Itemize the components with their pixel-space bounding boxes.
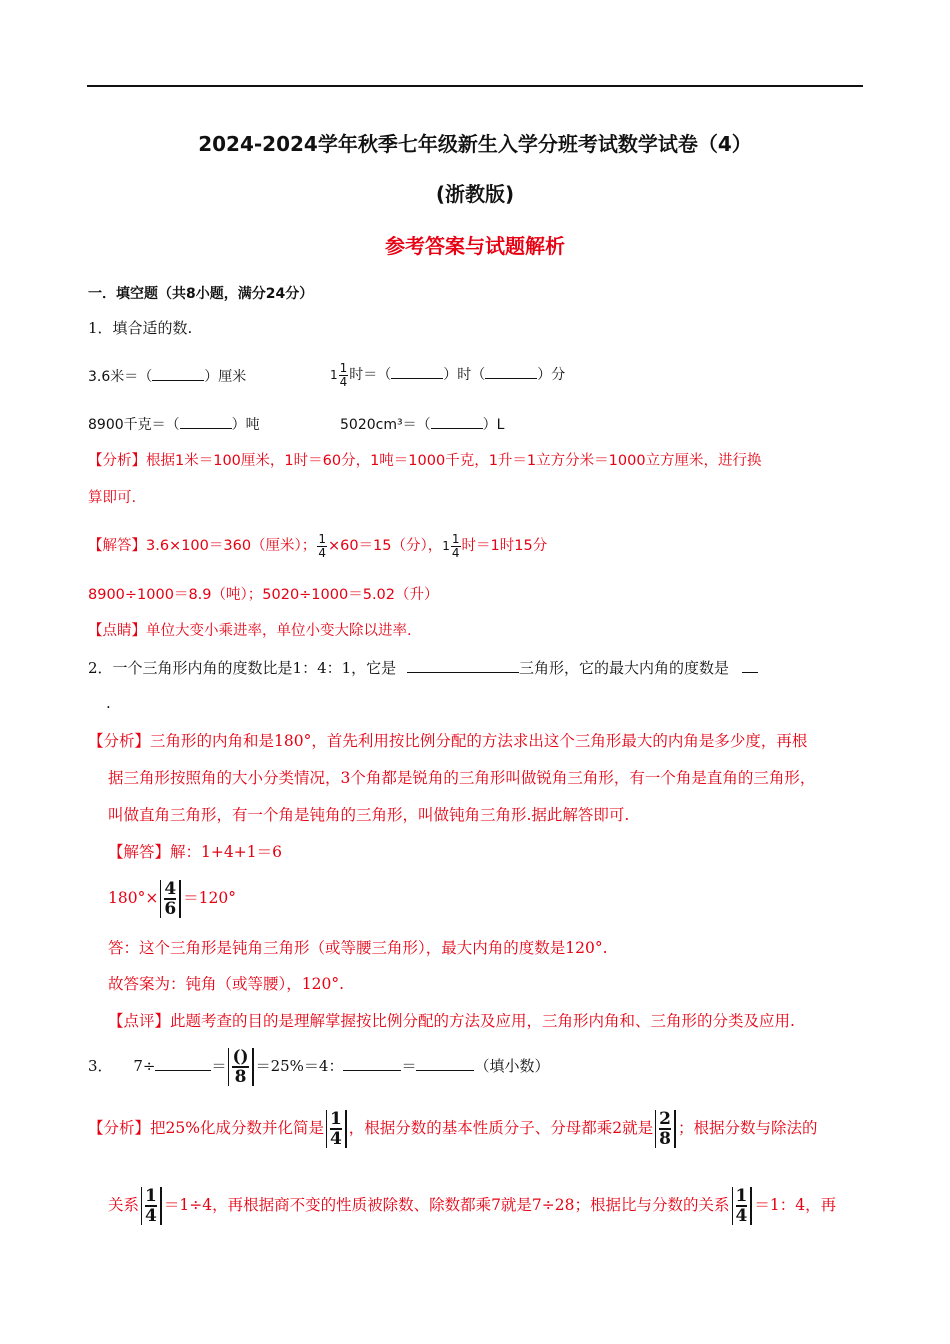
q3-text-b: ＝ <box>211 1057 227 1075</box>
q2-stem-text1: 2．一个三角形内角的度数比是1：4：1，它是 <box>88 659 397 677</box>
fraction-denominator: 4 <box>735 1206 748 1226</box>
q1-b-text2: ）时（ <box>443 367 486 383</box>
fraction-numerator: 2 <box>659 1109 672 1129</box>
fraction <box>655 1110 676 1148</box>
fraction <box>228 1048 253 1086</box>
q1-answer-text1: 【解答】3.6×100＝360（厘米）； <box>88 538 317 554</box>
answer-blank <box>391 364 443 379</box>
answer-blank <box>180 414 232 429</box>
q2-calc-text2: ＝120° <box>183 889 237 907</box>
q2-analysis-2: 据三角形按照角的大小分类情况，3个角都是锐角的三角形叫做锐角三角形，有一个角是直角的三角形， <box>108 769 816 787</box>
answer-blank <box>407 658 519 673</box>
answer-blank <box>431 414 483 429</box>
document-subtitle: 参考答案与试题解析 <box>385 234 565 258</box>
q1-answer-text3: 时＝1时15分 <box>461 538 548 554</box>
q3-text-e: （填小数） <box>474 1057 550 1075</box>
q1-a-right: ）厘米 <box>204 369 247 385</box>
q3-analysis2-text3: ＝1：4，再 <box>754 1196 837 1214</box>
fraction-numerator: 1 <box>451 531 460 546</box>
q1-c-right: ）吨 <box>231 417 260 433</box>
fraction-denominator: 6 <box>164 899 177 919</box>
q2-answer <box>108 842 282 862</box>
fraction-numerator: 1 <box>339 360 348 375</box>
q3-text-d: ＝ <box>401 1057 417 1075</box>
answer-blank <box>155 1056 211 1071</box>
q3-text-c: ＝25%＝4： <box>255 1057 344 1075</box>
q1-comment: 【点睛】单位大变小乘进率，单位小变大除以进率. <box>88 623 412 639</box>
fraction <box>326 1110 347 1148</box>
fraction-denominator: 8 <box>659 1129 672 1149</box>
section-heading: 一．填空题（共8小题，满分24分） <box>88 286 314 302</box>
q1-stem: 1．填合适的数. <box>88 319 193 337</box>
q2-final: 故答案为：钝角（或等腰），120°. <box>108 975 345 993</box>
fraction <box>317 533 327 560</box>
q1-a-left: 3.6米＝（ <box>88 369 153 385</box>
q2-stem-dot: . <box>106 694 111 712</box>
fraction <box>732 1187 753 1225</box>
fraction-numerator: 1 <box>318 531 326 546</box>
q2-stem-text2: 三角形，它的最大内角的度数是 <box>518 659 729 677</box>
q2-calc <box>108 876 236 920</box>
fraction-numerator: 1 <box>145 1186 157 1206</box>
q2-analysis-1: 【分析】三角形的内角和是180°，首先利用按比例分配的方法求出这个三角形最大的内角是多少度，再根 <box>88 732 808 750</box>
q3-analysis2-text1: 关系 <box>108 1196 140 1214</box>
fraction-numerator: () <box>232 1047 249 1067</box>
q1-item-c <box>88 414 260 435</box>
q2-comment-text: 此题考查的目的是理解掌握按比例分配的方法及应用，三角形内角和、三角形的分类及应用. <box>170 1012 795 1030</box>
answer-blank <box>343 1056 401 1071</box>
document-title: 2024-2024学年秋季七年级新生入学分班考试数学试卷（4） <box>198 132 752 156</box>
fraction <box>451 533 461 560</box>
fraction <box>141 1187 162 1225</box>
fraction-denominator: 4 <box>318 545 326 560</box>
q1-answer <box>88 529 547 563</box>
fraction-denominator: 8 <box>234 1067 247 1087</box>
q3-analysis-1 <box>88 1106 818 1150</box>
q3-analysis-text1: 【分析】把25%化成分数并化简是 <box>88 1119 324 1137</box>
q2-stem <box>88 658 758 678</box>
q3-number: 3． <box>88 1057 113 1075</box>
q3-analysis2-text2: ＝1÷4，再根据商不变的性质被除数、除数都乘7就是7÷28；根据比与分数的关系 <box>163 1196 730 1214</box>
fraction-denominator: 4 <box>339 374 348 389</box>
q3-text-a: 7÷ <box>133 1057 156 1075</box>
q1-answer-line2: 8900÷1000＝8.9（吨）；5020÷1000＝5.02（升） <box>88 587 439 603</box>
answer-blank <box>742 658 758 673</box>
q1-d-left: 5020cm³＝（ <box>340 417 431 433</box>
q2-comment-label: 【点评】 <box>108 1012 171 1030</box>
q2-analysis-3: 叫做直角三角形，有一个角是钝角的三角形，叫做钝角三角形.据此解答即可. <box>108 806 630 824</box>
fraction-numerator: 1 <box>329 1109 342 1129</box>
fraction-numerator: 1 <box>735 1186 748 1206</box>
q2-comment <box>108 1011 795 1031</box>
q3-analysis-text3: ；根据分数与除法的 <box>678 1119 818 1137</box>
q2-answer-text: 解：1+4+1＝6 <box>170 843 282 861</box>
answer-blank <box>485 364 537 379</box>
q1-b-text1: 时＝（ <box>349 367 392 383</box>
q1-b-text3: ）分 <box>537 367 566 383</box>
q1-item-d <box>340 414 504 435</box>
fraction <box>160 880 181 918</box>
q1-c-left: 8900千克＝（ <box>88 417 180 433</box>
answer-blank <box>416 1056 474 1071</box>
document-edition: (浙教版) <box>435 182 515 206</box>
q1-item-a <box>88 366 246 387</box>
fraction-denominator: 4 <box>451 545 460 560</box>
q1-analysis-1: 【分析】根据1米＝100厘米，1时＝60分，1吨＝1000千克，1升＝1立方分米＝1000立方厘米，进行换 <box>88 453 762 469</box>
q2-calc-text1: 180°× <box>108 889 159 907</box>
q3-analysis-2 <box>108 1183 836 1227</box>
fraction-denominator: 4 <box>145 1206 157 1226</box>
q2-answer-label: 【解答】 <box>108 843 171 861</box>
q1-d-right: ）L <box>482 417 505 433</box>
q3-analysis-text2: ，根据分数的基本性质分子、分母都乘2就是 <box>348 1119 654 1137</box>
q3-stem <box>88 1044 549 1088</box>
q2-answer-line: 答：这个三角形是钝角三角形（或等腰三角形），最大内角的度数是120°. <box>108 939 608 957</box>
mixed-whole: 1 <box>330 368 338 382</box>
q1-analysis-2: 算即可. <box>88 490 137 506</box>
fraction-numerator: 4 <box>164 879 177 899</box>
mixed-whole: 1 <box>442 539 450 553</box>
q1-item-b <box>330 358 565 392</box>
fraction-denominator: 4 <box>329 1129 342 1149</box>
q1-answer-text2: ×60＝15（分）， <box>327 538 443 554</box>
answer-blank <box>152 366 204 381</box>
top-rule <box>87 85 863 87</box>
fraction <box>339 362 349 389</box>
